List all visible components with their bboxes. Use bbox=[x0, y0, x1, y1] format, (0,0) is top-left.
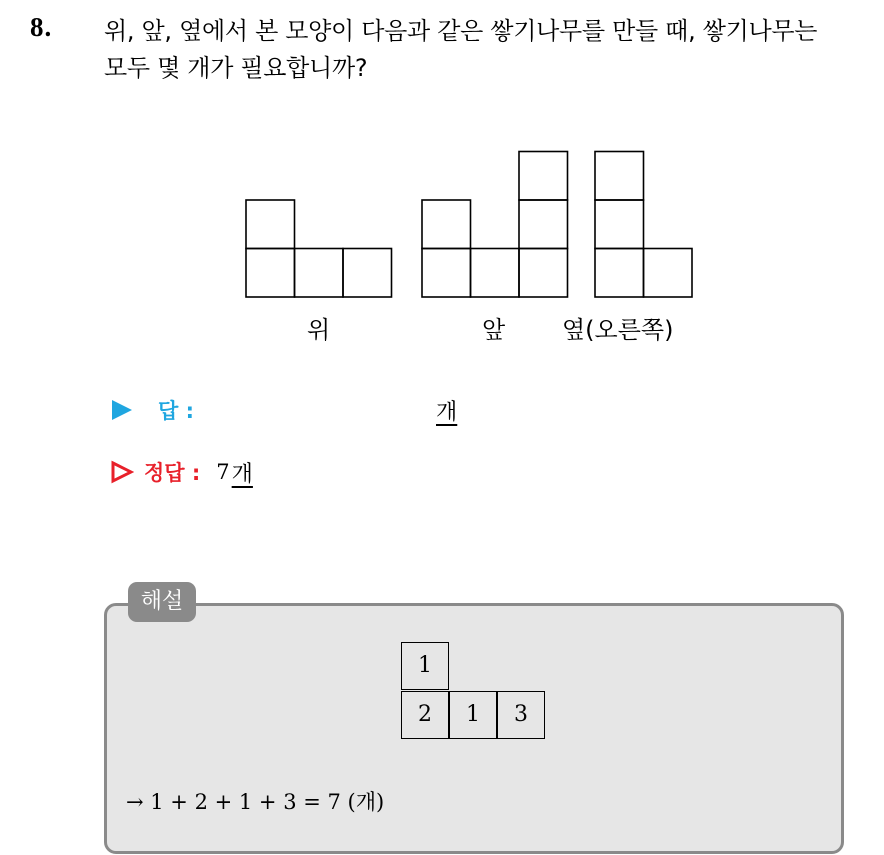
question-line-1: 위, 앞, 옆에서 본 모양이 다음과 같은 쌓기나무를 만들 때, 쌓기나무는 bbox=[104, 17, 818, 45]
side-view-square bbox=[644, 249, 693, 298]
front-view-square bbox=[422, 200, 471, 249]
front-view-square bbox=[422, 249, 471, 298]
explanation-tag: 해설 bbox=[128, 582, 196, 622]
count-cell-bottom-3: 3 bbox=[497, 691, 545, 739]
front-view-square bbox=[519, 249, 568, 298]
top-view-diagram bbox=[246, 200, 392, 297]
correct-answer-unit: 개 bbox=[231, 461, 253, 487]
correct-answer-label: 정답 : bbox=[144, 461, 201, 485]
top-view-square bbox=[295, 249, 344, 298]
top-view-square bbox=[343, 249, 392, 298]
front-view-square bbox=[519, 152, 568, 201]
outline-triangle-icon bbox=[110, 460, 134, 484]
answer-row bbox=[110, 394, 457, 426]
count-cell-bottom-2: 1 bbox=[449, 691, 497, 739]
side-view-label: 옆(오른쪽) bbox=[562, 316, 674, 344]
front-view-square bbox=[519, 200, 568, 249]
side-view-square bbox=[595, 152, 644, 201]
front-view-diagram bbox=[422, 152, 568, 298]
correct-answer-row bbox=[110, 456, 253, 488]
side-view-diagram bbox=[595, 152, 692, 298]
front-view-label: 앞 bbox=[482, 316, 506, 344]
top-view-square bbox=[246, 249, 295, 298]
correct-answer-value: 7 bbox=[216, 460, 230, 484]
play-triangle-icon bbox=[110, 398, 134, 422]
front-view-square bbox=[471, 249, 520, 298]
question-line-2: 모두 몇 개가 필요합니까? bbox=[104, 54, 368, 82]
count-cell-bottom-1: 2 bbox=[401, 691, 449, 739]
side-view-square bbox=[595, 249, 644, 298]
top-view-square bbox=[246, 200, 295, 249]
side-view-square bbox=[595, 200, 644, 249]
question-number: 8. bbox=[30, 12, 53, 42]
view-diagrams bbox=[0, 0, 884, 360]
answer-blank[interactable]: 개 bbox=[436, 399, 458, 425]
explanation-formula: → 1 + 2 + 1 + 3 = 7 (개) bbox=[126, 790, 385, 814]
count-cell-top: 1 bbox=[401, 642, 449, 690]
answer-label: 답 : bbox=[158, 399, 194, 423]
top-view-label: 위 bbox=[307, 316, 331, 344]
